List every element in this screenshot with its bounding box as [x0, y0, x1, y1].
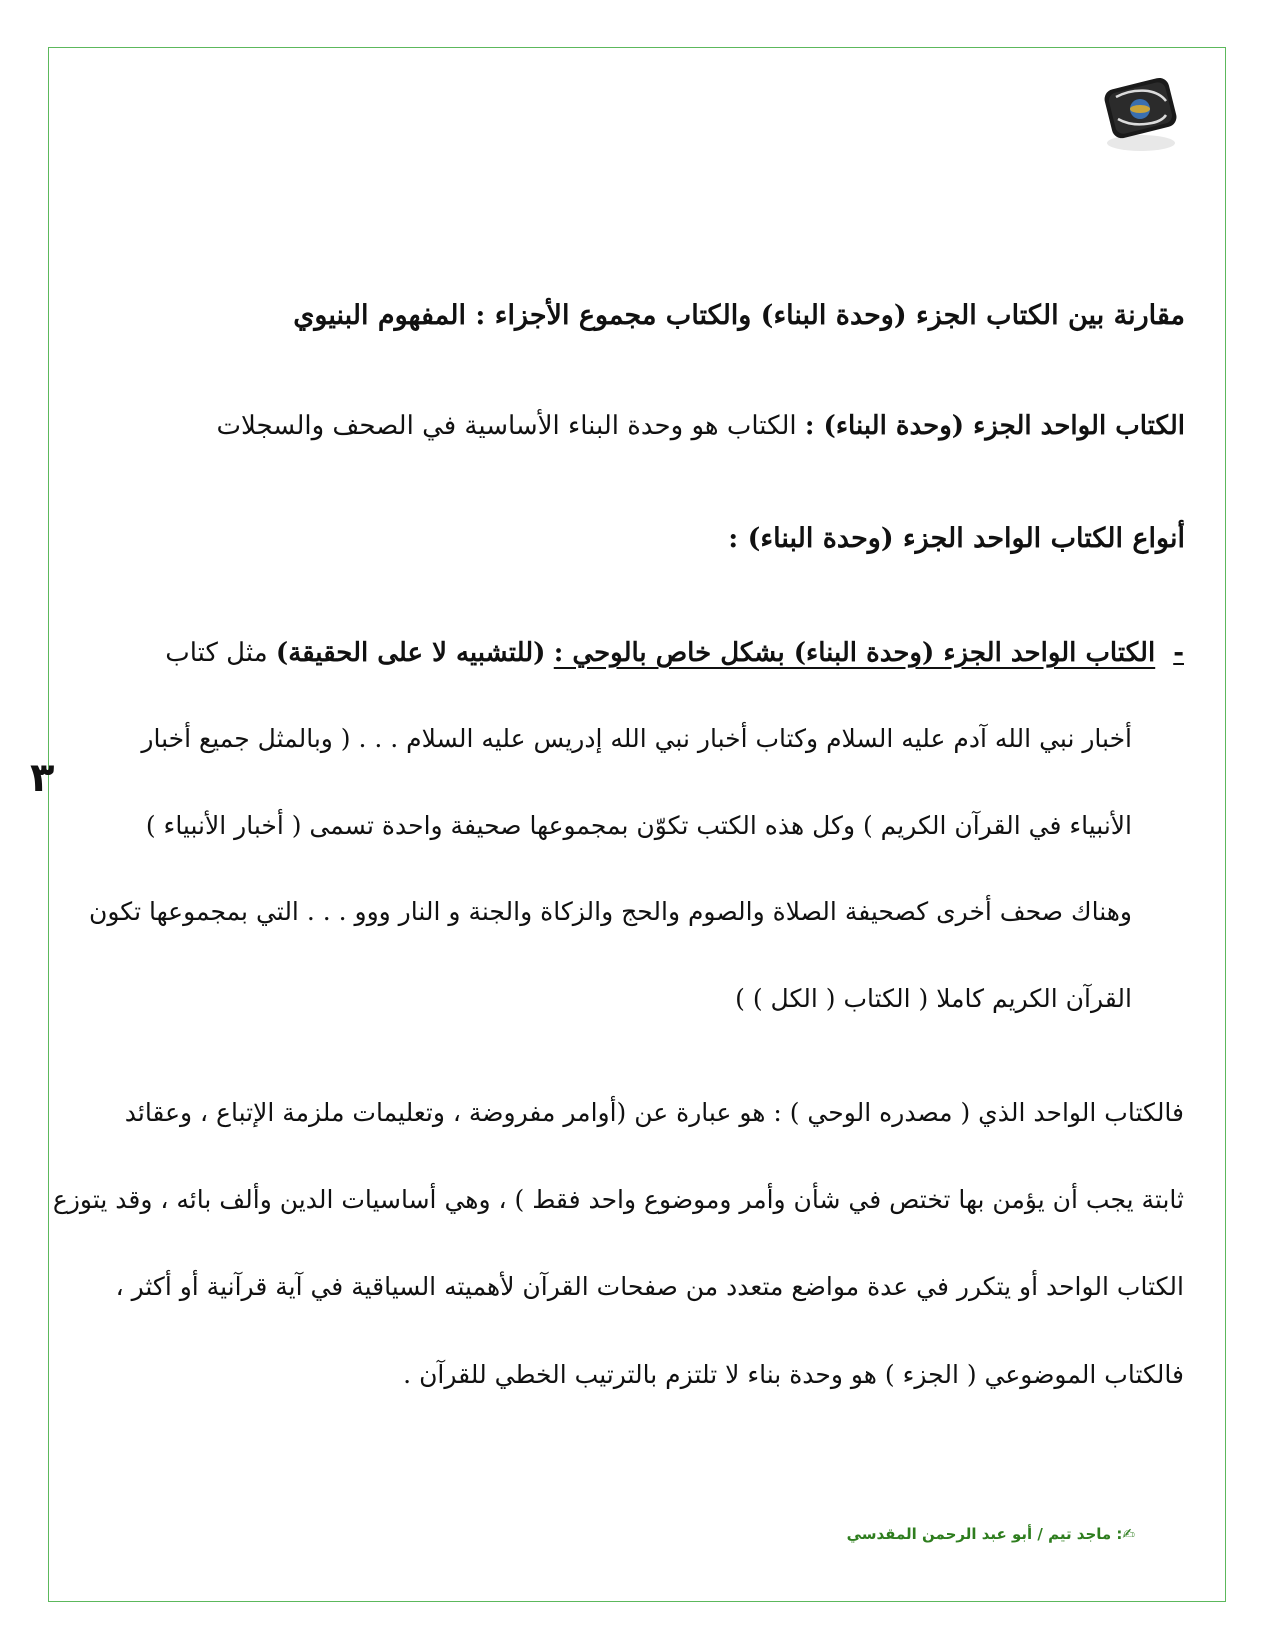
page-number: ٣	[30, 755, 55, 801]
item-line: أخبار نبي الله آدم عليه السلام وكتاب أخبار نبي الله إدريس عليه السلام . . . ( وبالمثل جميع أخبار	[141, 724, 1132, 753]
definition-term: الكتاب الواحد الجزء (وحدة البناء) :	[804, 411, 1185, 441]
paragraph-line: فالكتاب الموضوعي ( الجزء ) هو وحدة بناء لا تلتزم بالترتيب الخطي للقرآن .	[403, 1360, 1184, 1389]
definition-line	[216, 411, 1185, 441]
page-title: مقارنة بين الكتاب الجزء (وحدة البناء) والكتاب مجموع الأجزاء : المفهوم البنيوي	[293, 300, 1185, 331]
definition-text: الكتاب هو وحدة البناء الأساسية في الصحف والسجلات	[216, 411, 797, 441]
paragraph-line: فالكتاب الواحد الذي ( مصدره الوحي ) : هو عبارة عن (أوامر مفروضة ، وتعليمات ملزمة الإتباع ، وعقائد	[124, 1098, 1184, 1127]
item-note: (للتشبيه لا على الحقيقة)	[275, 638, 546, 668]
list-bullet: -	[1173, 638, 1184, 668]
item-lead: مثل كتاب	[165, 638, 268, 668]
paragraph-line: الكتاب الواحد أو يتكرر في عدة مواضع متعدد من صفحات القرآن لأهميته السياقية في آية قرآنية أو أكثر ،	[115, 1272, 1184, 1301]
item-line: الأنبياء في القرآن الكريم ) وكل هذه الكتب تكوّن بمجموعها صحيفة واحدة تسمى ( أخبار الأنبياء )	[145, 811, 1132, 840]
item-line: وهناك صحف أخرى كصحيفة الصلاة والصوم والحج والزكاة والجنة و النار ووو . . . التي بمجموعها تكون	[89, 897, 1132, 926]
types-heading: أنواع الكتاب الواحد الجزء (وحدة البناء) :	[728, 523, 1185, 554]
paragraph-line: ثابتة يجب أن يؤمن بها تختص في شأن وأمر وموضوع واحد فقط ) ، وهي أساسيات الدين وألف بائه ، وقد يتوزع	[52, 1185, 1184, 1214]
author-footer: ✍: ماجد تيم / أبو عبد الرحمن المقدسي	[846, 1525, 1135, 1543]
list-item	[165, 638, 1184, 668]
item-title: الكتاب الواحد الجزء (وحدة البناء) بشكل خاص بالوحي :	[553, 638, 1156, 668]
item-line: القرآن الكريم كاملا ( الكتاب ( الكل ) )	[735, 984, 1132, 1013]
calligraphy-logo	[1096, 75, 1186, 155]
